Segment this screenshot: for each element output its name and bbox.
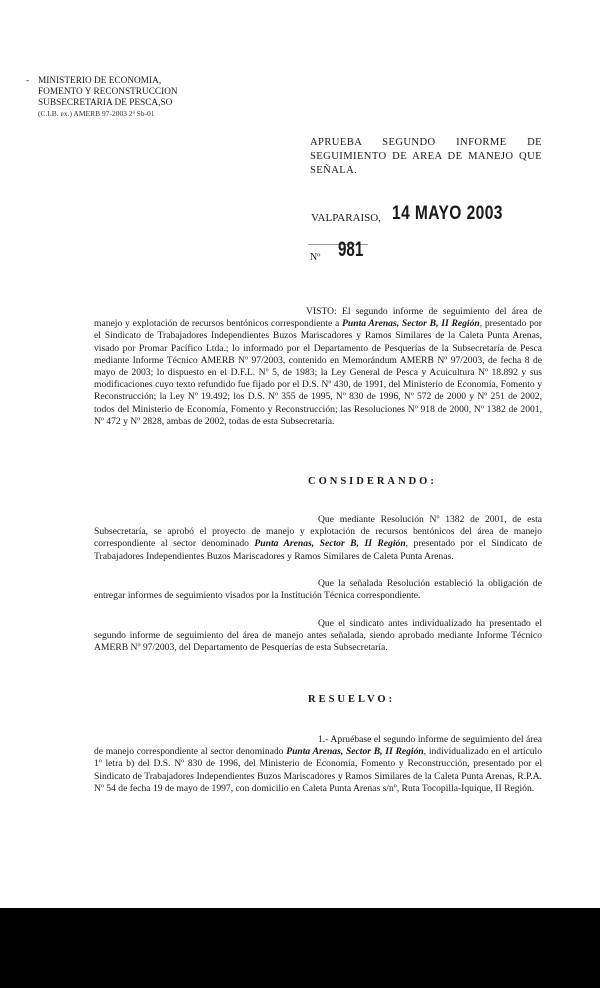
resuelvo-paragraph-1: 1.- Apruébase el segundo informe de seguimiento del área de manejo correspondiente al sector denominado Punta Arenas, Sector B, II Región, individualizado en el artículo 1º letra b) del D.S. Nº 830 de 1996, del Ministerio de Economía, Fomento y Reconstrucción, presentado por el Sindicato de Trabajadores Independientes Buzos Mariscadores y Ramos Similares de la Caleta Punta Arenas, R.P.A. Nº 54 de fecha 19 de mayo de 1997, con domicilio en Caleta Punta Arenas s/nº, Ruta Tocopilla-Iquique, II Región. xyxy=(94,734,542,794)
scan-border xyxy=(0,908,600,988)
considerando-paragraph-3: Que el sindicato antes individualizado ha presentado el segundo informe de seguimiento del área de manejo antes señalada, siendo aprobado mediante Informe Técnico AMERB Nº 97/2003, del Departamento de Pesquerías de esta Subsecretaría. xyxy=(94,618,542,654)
sector-name: Punta Arenas, Sector B, II Región xyxy=(286,746,424,758)
considerando-paragraph-2: Que la señalada Resolución estableció la obligación de entregar informes de seguimiento visados por la Institución Técnica correspondiente. xyxy=(94,578,542,602)
considerando-heading: CONSIDERANDO: xyxy=(308,476,437,487)
considerando-paragraph-1: Que mediante Resolución Nº 1382 de 2001, de esta Subsecretaría, se aprobó el proyecto de manejo y explotación de recursos bentónicos del área de manejo correspondiente al sector denominado Punta Arenas, Sector B, II Región, presentado por el Sindicato de Trabajadores Independientes Buzos Mariscadores y Ramos Similares de Caleta Punta Arenas. xyxy=(94,514,542,562)
issue-place: VALPARAISO, xyxy=(311,212,381,224)
letterhead-ministry-cont: FOMENTO Y RECONSTRUCCION xyxy=(38,87,178,97)
resolution-number: 981 xyxy=(338,238,364,261)
visto-paragraph: VISTO: El segundo informe de seguimiento del área de manejo y explotación de recursos bentónicos correspondiente a Punta Arenas, Sector B, II Región, presentado por el Sindicato de Trabajadores Independientes Buzos Mariscadores y Ramos Similares de la Caleta Punta Arenas, visado por Promar Pacífico Ltda.; lo informado por el Departamento de Pesquerías de la Subsecretaría de Pesca mediante Informe Técnico AMERB Nº 97/2003, contenido en Memorándum AMERB Nº 97/2003, de fecha 8 de mayo de 2003; lo dispuesto en el D.F.L. Nº 5, de 1983; la Ley General de Pesca y Acuicultura Nº 18.892 y sus modificaciones cuyo texto refundido fue fijado por el D.S. Nº 430, de 1991, del Ministerio de Economía, Fomento y Reconstrucción; la Ley Nº 19.492; los D.S. Nº 355 de 1995, Nº 830 de 1996, Nº 572 de 2000 y Nº 251 de 2002, todos del Ministerio de Economía, Fomento y Reconstrucción; las Resoluciones Nº 918 de 2000, Nº 1382 de 2001, Nº 472 y Nº 2828, ambas de 2002, todas de esta Subsecretaría. xyxy=(94,306,542,427)
letterhead-ministry: MINISTERIO DE ECONOMIA, xyxy=(38,76,162,86)
issue-date-stamp: 14 MAYO 2003 xyxy=(392,203,503,224)
visto-label: VISTO: xyxy=(306,306,337,317)
sector-name: Punta Arenas, Sector B, II Región xyxy=(254,538,406,550)
sector-name: Punta Arenas, Sector B, II Región xyxy=(342,318,480,330)
letterhead-dash: - xyxy=(26,76,30,86)
letterhead-subsecretaria: SUBSECRETARIA DE PESCA,SO xyxy=(38,98,173,108)
letterhead-reference: (C.I.B. ex.) AMERB 97-2003 2ª Sb-01 xyxy=(38,109,155,118)
resolution-number-label: Nº xyxy=(310,252,321,263)
document-subject: APRUEBA SEGUNDO INFORME DE SEGUIMIENTO DE AREA DE MANEJO QUE SEÑALA. xyxy=(310,137,542,176)
resuelvo-heading: RESUELVO: xyxy=(308,694,396,705)
letterhead xyxy=(26,76,238,119)
